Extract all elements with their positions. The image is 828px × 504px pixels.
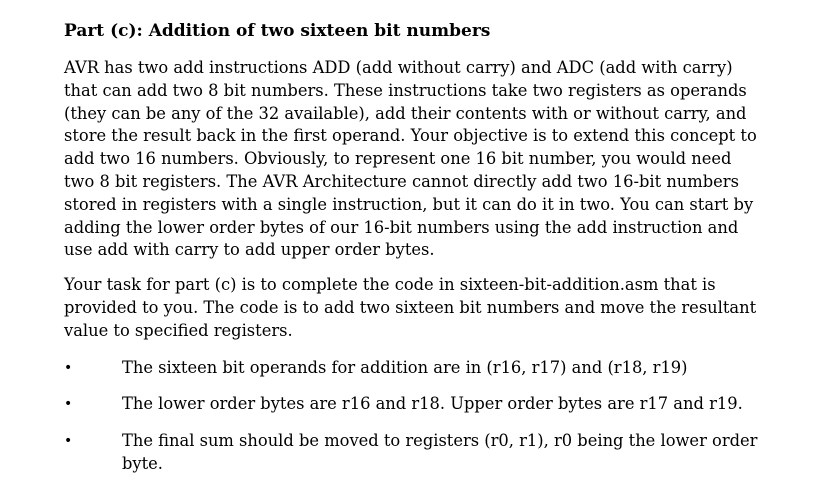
list-item-text: The sixteen bit operands for addition are in (r16, r17) and (r18, r19)	[122, 357, 688, 377]
list-item-text: The final sum should be moved to registers (r0, r1), r0 being the lower order byte.	[122, 431, 758, 473]
list-item	[64, 430, 764, 476]
section-heading: Part (c): Addition of two sixteen bit numbers	[64, 21, 491, 41]
task-paragraph: Your task for part (c) is to complete the code in sixteen-bit-addition.asm that is provided to you. The code is to add two sixteen bit numbers and move the resultant value to specified registers.	[64, 275, 757, 340]
list-item	[64, 357, 764, 380]
requirements-list	[64, 357, 764, 476]
list-item	[64, 393, 764, 416]
bullet-icon: •	[64, 433, 73, 450]
bullet-icon: •	[64, 396, 73, 413]
intro-paragraph: AVR has two add instructions ADD (add without carry) and ADC (add with carry) that can add two 8 bit numbers. These instructions take two registers as operands (they can be any of the 32 available), add their contents with or without carry, and store the result back in the first operand. Your objective is to extend this concept to add two 16 numbers. Obviously, to represent one 16 bit number, you would need two 8 bit registers. The AVR Architecture cannot directly add two 16-bit numbers stored in registers with a single instruction, but it can do it in two. You can start by adding the lower order bytes of our 16-bit numbers using the add instruction and use add with carry to add upper order bytes.	[64, 58, 757, 260]
list-item-text: The lower order bytes are r16 and r18. Upper order bytes are r17 and r19.	[122, 394, 743, 414]
bullet-icon: •	[64, 359, 73, 376]
document-body	[64, 18, 764, 490]
